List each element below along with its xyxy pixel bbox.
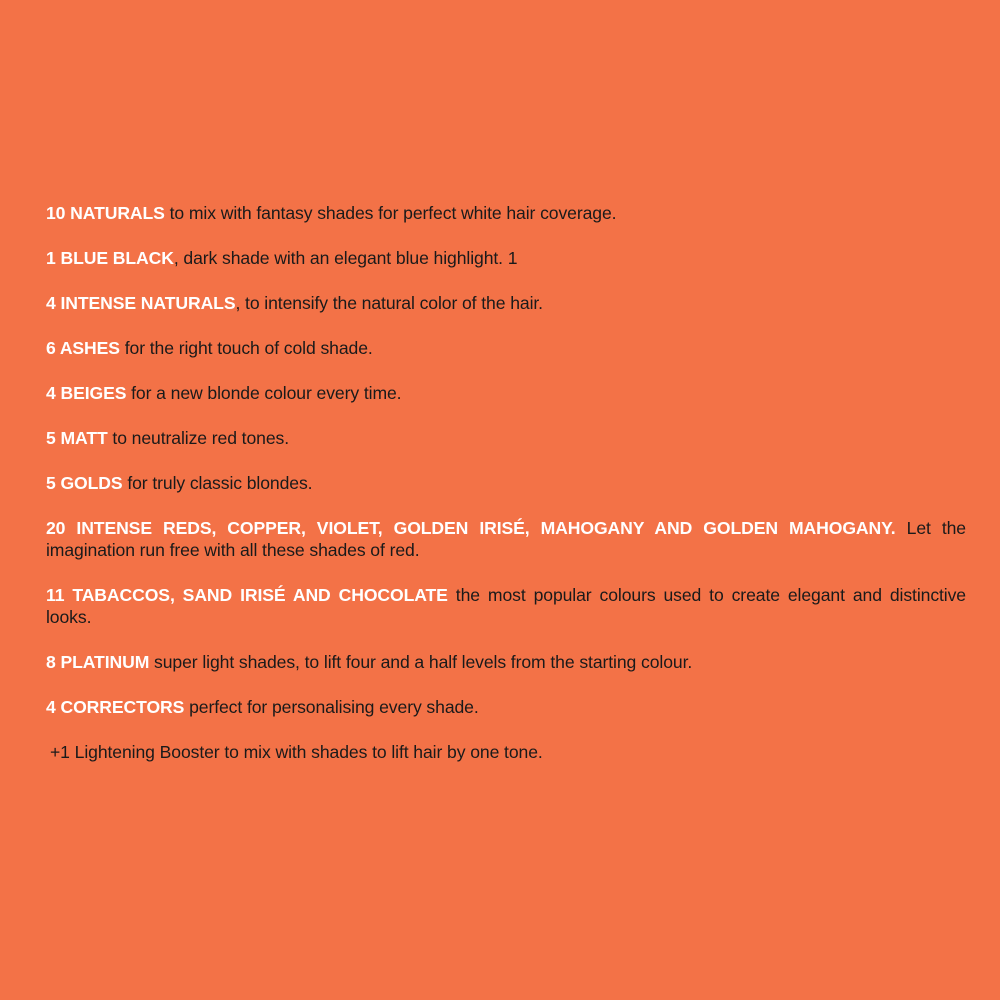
item-highlight: 8 PLATINUM <box>46 652 150 672</box>
item-intense-naturals <box>46 292 966 314</box>
item-highlight: 11 TABACCOS, SAND IRISÉ AND CHOCOLATE <box>46 585 448 605</box>
item-description: super light shades, to lift four and a half levels from the starting colour. <box>149 652 693 672</box>
item-highlight: 6 ASHES <box>46 338 120 358</box>
item-description: for a new blonde colour every time. <box>126 383 402 403</box>
item-highlight: 4 CORRECTORS <box>46 697 185 717</box>
item-intense-reds <box>46 517 966 561</box>
item-naturals <box>46 202 966 224</box>
item-golds <box>46 472 966 494</box>
item-highlight: 1 BLUE BLACK <box>46 248 174 268</box>
item-highlight: 20 INTENSE REDS, COPPER, VIOLET, GOLDEN IRISÉ, MAHOGANY AND GOLDEN MAHOGANY. <box>46 518 896 538</box>
item-description: perfect for personalising every shade. <box>184 697 479 717</box>
item-matt <box>46 427 966 449</box>
item-platinum <box>46 651 966 673</box>
item-description: , to intensify the natural color of the hair. <box>235 293 543 313</box>
item-highlight: 5 GOLDS <box>46 473 123 493</box>
item-description: the most popular colours used to create elegant and distinctive looks. <box>46 585 966 627</box>
item-highlight: 4 BEIGES <box>46 383 127 403</box>
item-description: Let the imagination run free with all these shades of red. <box>46 518 966 560</box>
item-blue-black <box>46 247 966 269</box>
item-highlight: 10 NATURALS <box>46 203 165 223</box>
item-lightening-booster: +1 Lightening Booster to mix with shades to lift hair by one tone. <box>50 742 543 762</box>
shade-list <box>46 202 966 786</box>
item-description: for the right touch of cold shade. <box>119 338 373 358</box>
item-tabaccos <box>46 584 966 628</box>
item-correctors <box>46 696 966 718</box>
item-description: to neutralize red tones. <box>107 428 289 448</box>
item-highlight: 5 MATT <box>46 428 108 448</box>
item-description: for truly classic blondes. <box>122 473 313 493</box>
item-highlight: 4 INTENSE NATURALS <box>46 293 236 313</box>
item-ashes <box>46 337 966 359</box>
item-description: to mix with fantasy shades for perfect white hair coverage. <box>164 203 617 223</box>
item-description: , dark shade with an elegant blue highlight. 1 <box>173 248 518 268</box>
item-beiges <box>46 382 966 404</box>
